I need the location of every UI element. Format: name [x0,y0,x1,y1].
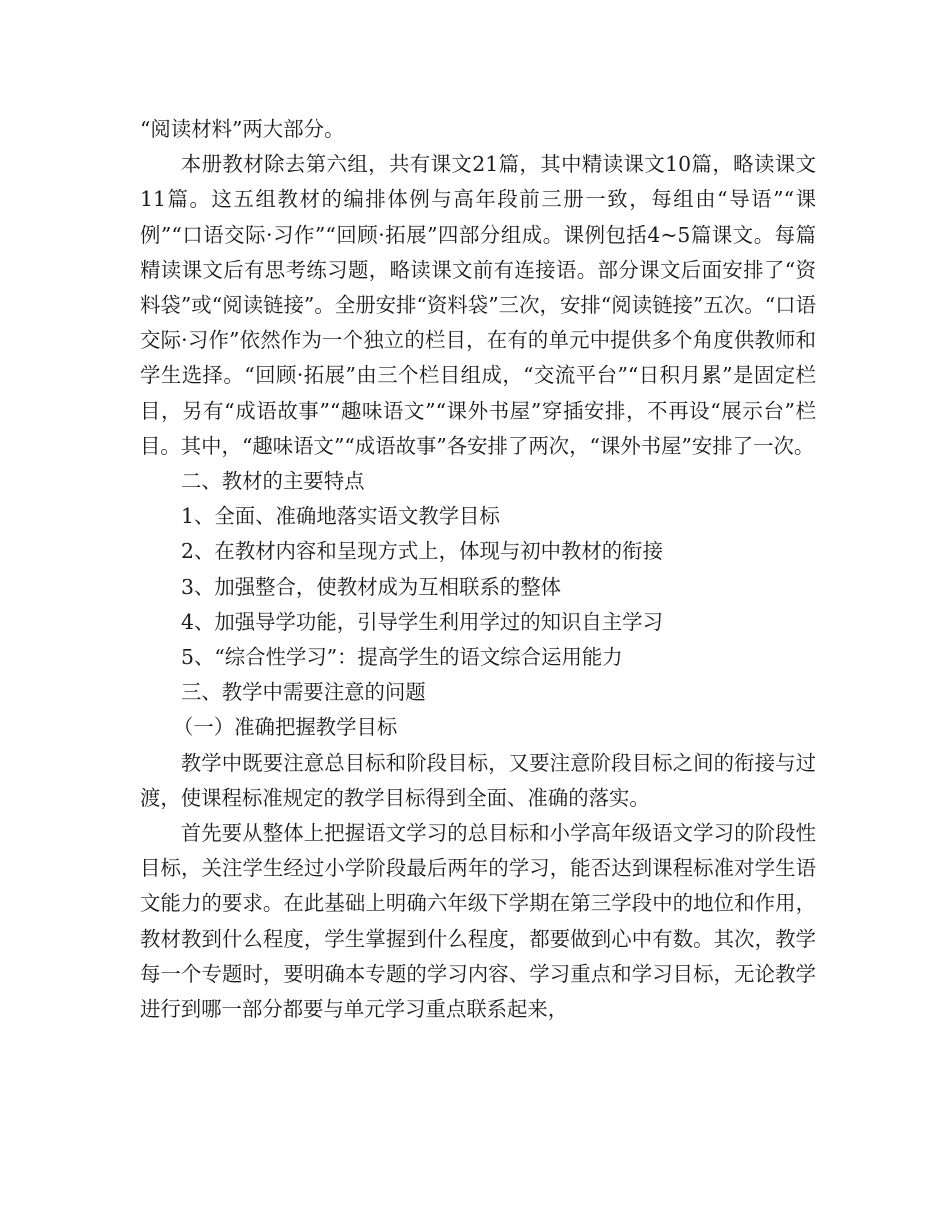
paragraph-goals-overview: 教学中既要注意总目标和阶段目标，又要注意阶段目标之间的衔接与过渡，使课程标准规定的教学目标得到全面、准确的落实。 [140,750,816,810]
section-heading-features: 二、教材的主要特点 [181,469,365,494]
paragraph-continuation: “阅读材料”两大部分。 [140,117,345,141]
paragraph-goals-detail: 首先要从整体上把握语文学习的总目标和小学高年级语文学习的阶段性目标，关注学生经过小学阶段最后两年的学习，能否达到课程标准对学生语文能力的要求。在此基础上明确六年级下学期在第三学段中的地位和作用，教材教到什么程度，学生掌握到什么程度，都要做到心中有数。其次，教学每一个专题时，要明确本专题的学习内容、学习重点和学习目标，无论教学进行到哪一部分都要与单元学习重点联系起来， [140,821,816,1022]
list-item-feature-2: 2、在教材内容和呈现方式上，体现与初中教材的衔接 [181,539,663,564]
paragraph-textbook-structure: 本册教材除去第六组，共有课文21篇，其中精读课文10篇，略读课文11篇。这五组教材的编排体例与高年段前三册一致，每组由“导语”“课例”“口语交际·习作”“回顾·拓展”四部分组成。课例包括4~5篇课文。每篇精读课文后有思考练习题，略读课文前有连接语。部分课文后面安排了“资料袋”或“阅读链接”。全册安排“资料袋”三次，安排“阅读链接”五次。“口语交际·习作”依然作为一个独立的栏目，在有的单元中提供多个角度供教师和学生选择。“回顾·拓展”由三个栏目组成，“交流平台”“日积月累”是固定栏目，另有“成语故事”“趣味语文”“课外书屋”穿插安排，不再设“展示台”栏目。其中，“趣味语文”“成语故事”各安排了两次，“课外书屋”安排了一次。 [140,152,816,458]
list-item-feature-5: 5、“综合性学习”：提高学生的语文综合运用能力 [181,645,623,670]
list-item-feature-4: 4、加强导学功能，引导学生利用学过的知识自主学习 [181,609,663,634]
section-heading-issues: 三、教学中需要注意的问题 [181,680,426,705]
subsection-heading-goals: （一）准确把握教学目标 [173,715,398,740]
list-item-feature-1: 1、全面、准确地落实语文教学目标 [181,504,500,529]
list-item-feature-3: 3、加强整合，使教材成为互相联系的整体 [181,574,562,599]
document-body [140,112,816,1027]
